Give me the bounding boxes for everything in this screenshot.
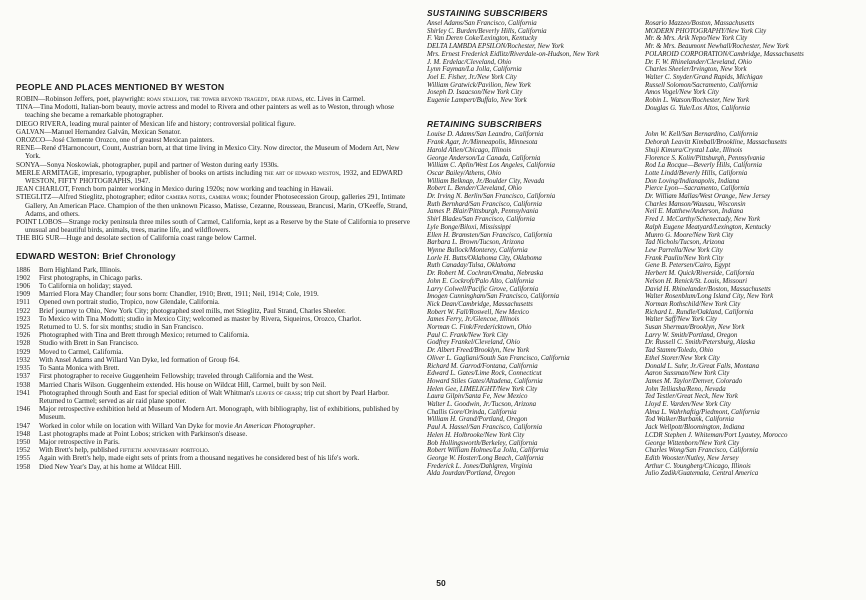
subscriber-entry: Mr. & Mrs. Arik Nepo/New York City <box>645 35 748 43</box>
people-entry <box>16 103 416 119</box>
people-entry <box>16 185 416 193</box>
subscriber-entry: George Wittenborn/New York City <box>645 439 740 447</box>
subscriber-entry: Howard Stiles Gates/Altadena, California <box>427 377 543 385</box>
subscriber-entry: POLAROID CORPORATION/Cambridge, Massachusetts <box>645 50 804 58</box>
subscriber-entry: Florence S. Kolin/Pittsburgh, Pennsylvania <box>645 154 765 162</box>
chronology-row <box>16 422 416 430</box>
subscriber-entry: Frank Agar, Jr./Minneapolis, Minnesota <box>427 139 538 147</box>
chronology-event <box>39 438 416 446</box>
chronology-event-text: With Ansel Adams and Willard Van Dyke, led formation of Group f64. <box>39 355 240 364</box>
people-entry-tail: ; founder Photosecession Group, galleries 291, Intimate Gallery, An American Place. Champion of the then unknown Picasso, Matisse, Cezanne, Rousseau, Brancusi, Marin, O'Keeffe, Strand, Adams, and others. <box>25 193 408 218</box>
subscriber-entry: Walter Rosenblum/Long Island City, New York <box>645 293 774 301</box>
subscriber-entry: James Ferry, Jr./Glencoe, Illinois <box>427 316 520 324</box>
chronology-row <box>16 381 416 389</box>
people-entry-text: TINA—Tina Modotti, Italian-born beauty, movie actress and model to Rivera and other painters as well as to Weston, through whose teaching she became a remarkable photographer. <box>16 103 395 120</box>
subscriber-entry: Fred J. McCarthy/Schenectady, New York <box>645 216 761 224</box>
people-entry <box>16 169 416 185</box>
sustaining-column-1 <box>427 20 645 112</box>
chronology-row <box>16 282 416 290</box>
people-entry-text: ROBIN—Robinson Jeffers, poet, playwright: <box>16 95 147 103</box>
subscriber-entry: Don Loving/Indianapolis, Indiana <box>645 177 740 185</box>
subscriber-entry: Lotte Lindd/Beverly Hills, California <box>645 169 748 177</box>
chronology-year: 1929 <box>16 347 31 356</box>
subscriber-entry: Dr. Albert Freed/Brooklyn, New York <box>427 347 530 355</box>
chronology-row <box>16 446 416 454</box>
people-entry-text: OROZCO—José Clemente Orozco, one of greatest Mexican painters. <box>16 136 214 145</box>
chronology-event <box>39 364 416 372</box>
people-entry-text: JEAN CHARLOT, French born painter working in Mexico during 1920s; now working and teaching in Hawaii. <box>16 185 334 194</box>
chronology-row <box>16 315 416 323</box>
subscriber-entry: Nick Dean/Cambridge, Massachusetts <box>427 300 533 308</box>
subscriber-entry: Challis Gore/Orinda, California <box>427 408 517 416</box>
subscriber-entry: Dr. Irving N. Berlin/San Francisco, California <box>427 193 556 201</box>
chronology-year: 1909 <box>16 290 31 299</box>
subscriber-entry: Barbara L. Brown/Tucson, Arizona <box>427 239 525 247</box>
chronology-event-text: Photographed with Tina and Brett through Mexico; returned to California. <box>39 331 250 340</box>
subscriber-entry: Herbert M. Quick/Riverside, California <box>645 270 755 278</box>
chronology-event <box>39 356 416 364</box>
chronology-year: 1938 <box>16 380 31 389</box>
chronology-event <box>39 454 416 462</box>
chronology-row <box>16 405 416 421</box>
chronology-year: 1925 <box>16 323 31 332</box>
chronology-year: 1911 <box>16 298 30 307</box>
chronology-year: 1902 <box>16 273 31 282</box>
people-list <box>16 95 416 243</box>
chronology-event <box>39 315 416 323</box>
chronology-event <box>39 290 416 298</box>
subscriber-entry: Oscar Bailey/Athens, Ohio <box>427 169 502 177</box>
people-entry <box>16 144 416 160</box>
subscriber-entry: Shirl Blades/San Francisco, California <box>427 216 535 224</box>
subscriber-entry: MODERN PHOTOGRAPHY/New York City <box>645 27 767 35</box>
subscriber-entry: Ted Testler/Great Neck, New York <box>645 393 738 401</box>
subscriber-entry: Pierce Lyon—Sacramento, California <box>645 185 750 193</box>
subscriber-entry: Amos Vogel/New York City <box>645 89 719 97</box>
subscriber-entry: DELTA LAMBDA EPSILON/Rochester, New York <box>427 43 564 51</box>
sustaining-subscribers-section <box>427 8 859 112</box>
chronology-row <box>16 356 416 364</box>
subscriber-entry: Oliver L. Gagliani/South San Francisco, California <box>427 354 570 362</box>
subscriber-entry: William Belknap, Jr./Boulder City, Nevada <box>427 177 545 185</box>
chronology-year: 1950 <box>16 437 31 446</box>
chronology-event-text: Married Charis Wilson. Guggenheim extended. His house on Wildcat Hill, Carmel, built by son Neil. <box>39 380 327 389</box>
chronology-year: 1955 <box>16 454 31 463</box>
subscriber-entry: Eugenie Lampert/Buffalo, New York <box>427 97 527 105</box>
chronology-event-text: Died New Year's Day, at his home at Wildcat Hill. <box>39 462 182 471</box>
subscriber-entry: Gene B. Petersen/Cairo, Egypt <box>645 262 731 270</box>
chronology-event <box>39 323 416 331</box>
chronology-event <box>39 339 416 347</box>
subscriber-entry: Arthur C. Youngberg/Chicago, Illinois <box>645 462 751 470</box>
chronology-event-film-title: An American Photographer <box>234 421 314 430</box>
subscriber-entry: Norman C. Fink/Fredericktown, Ohio <box>427 324 532 332</box>
subscriber-entry: Walter Saff/New York City <box>645 316 718 324</box>
people-entry-title: camera notes, camera work <box>165 193 248 202</box>
subscriber-entry: Ralph Eugene Meatyard/Lexington, Kentucky <box>645 223 771 231</box>
people-entry <box>16 193 416 218</box>
chronology-event-title: fiftieth anniversary portfolio <box>119 446 208 455</box>
subscriber-entry: James M. Taylor/Denver, Colorado <box>645 377 743 385</box>
people-entry <box>16 218 416 234</box>
people-heading: PEOPLE AND PLACES MENTIONED BY WESTON <box>16 82 225 92</box>
subscriber-entry: Imogen Cunningham/San Francisco, California <box>427 293 560 301</box>
subscriber-entry: James P. Blair/Pittsburgh, Pennsylvania <box>427 208 539 216</box>
chronology-year: 1958 <box>16 462 31 471</box>
chronology-row <box>16 339 416 347</box>
subscriber-entry: Munro G. Moore/New York City <box>645 231 734 239</box>
chronology-year: 1932 <box>16 355 31 364</box>
subscriber-entry: Russell Solomon/Sacramento, California <box>645 81 758 89</box>
people-entry-text: RENE—René d'Harnoncourt, Count, Austrian born, at that time living in Mexico City. Now director, the Museum of Modern Art, New York. <box>16 144 400 161</box>
subscriber-entry: Joel E. Fisher, Jr./New York City <box>427 73 517 81</box>
chronology-event-text: Returned to U. S. for six months; studio in San Francisco. <box>39 323 204 332</box>
chronology-event <box>39 422 416 430</box>
subscriber-entry: Ansel Adams/San Francisco, California <box>427 20 537 27</box>
subscriber-entry: Robert L. Bender/Cleveland, Ohio <box>427 185 522 193</box>
subscriber-entry: Ethel Storer/New York City <box>645 354 720 362</box>
chronology-event-text: Married Flora May Chandler; four sons born: Chandler, 1910; Brett, 1911; Neil, 1914; Cole, 1919. <box>39 290 319 299</box>
chronology-event-tail: . <box>313 421 315 430</box>
subscriber-entry: Tod Walker/Burbank, California <box>645 416 734 424</box>
subscriber-entry: Edith Wooster/Nutley, New Jersey <box>645 454 739 462</box>
people-entry-text: STIEGLITZ—Alfred Stieglitz, photographer; editor <box>16 193 166 202</box>
subscriber-entry: Dr. F. W. Rhinelander/Cleveland, Ohio <box>645 58 752 66</box>
people-entry-text: GALVAN—Manuel Hernandez Galván, Mexican Senator. <box>16 127 182 136</box>
subscriber-entry: Donald L. Suhr, Jr./Great Falls, Montana <box>645 362 760 370</box>
subscriber-entry: Aaron Sussman/New York City <box>645 370 730 378</box>
people-entry-text: POINT LOBOS—Strange rocky peninsula three miles south of Carmel, California, kept as a Reserve by the State of California to preserve unusual and beautiful birds, animals, trees, marine life, and wildflowers. <box>16 218 410 235</box>
chronology-event-text: First photographer to receive Guggenheim Fellowship; traveled through California and the West. <box>39 372 314 381</box>
chronology-row <box>16 364 416 372</box>
subscriber-entry: John Telliasha/Reno, Nevada <box>645 385 726 393</box>
subscriber-entry: Tad Stamm/Toledo, Ohio <box>645 347 714 355</box>
subscriber-entry: Neil E. Matthew/Anderson, Indiana <box>645 208 744 216</box>
chronology-event-text: To Santa Monica with Brett. <box>39 364 120 373</box>
chronology-event <box>39 430 416 438</box>
people-entry <box>16 95 416 103</box>
subscriber-entry: John W. Kell/San Bernardino, California <box>645 131 758 139</box>
chronology-event <box>39 389 416 405</box>
subscriber-entry: Lynn Fayman/La Jolla, California <box>427 66 522 74</box>
chronology-event <box>39 463 416 471</box>
subscriber-entry: Joseph D. Isaacson/New York City <box>427 89 523 97</box>
chronology-row <box>16 307 416 315</box>
subscriber-entry: George W. Hoster/Long Beach, California <box>427 454 544 462</box>
chronology-row <box>16 389 416 405</box>
subscriber-entry: Charles Sheeler/Irvington, New York <box>645 66 747 74</box>
chronology-event-text: With Brett's help, published <box>39 446 120 455</box>
chronology-event-text: First photographs, in Chicago parks. <box>39 273 143 282</box>
subscriber-entry: Dr. Robert M. Cochran/Omaha, Nebraska <box>427 270 544 278</box>
subscriber-entry: Shuji Kimura/Crystal Lake, Illinois <box>645 146 743 154</box>
chronology-event-text: Major retrospective exhibition held at Museum of Modern Art. Monograph, with bibliography, list of exhibitions, published by Museum. <box>39 405 400 422</box>
subscriber-entry: Rosario Mazzeo/Boston, Massachusetts <box>645 20 755 27</box>
subscriber-entry: George Anderson/La Canada, California <box>427 154 541 162</box>
subscriber-entry: Larry Colwell/Pacific Grove, California <box>427 285 539 293</box>
subscriber-entry: Bob Hollingsworth/Berkeley, California <box>427 439 538 447</box>
chronology-event <box>39 274 416 282</box>
subscriber-entry: Wynne Bullock/Monterey, California <box>427 246 528 254</box>
sustaining-heading: SUSTAINING SUBSCRIBERS <box>427 8 548 18</box>
chronology-event-text: To California on holiday; stayed. <box>39 282 133 291</box>
subscriber-entry: Shirley C. Burden/Beverly Hills, California <box>427 27 547 35</box>
chronology-event <box>39 446 416 454</box>
people-entry-text: MERLE ARMITAGE, impresario, typographer, publisher of books on artists including <box>16 168 264 177</box>
people-entry <box>16 161 416 169</box>
subscriber-entry: Larry W. Smith/Portland, Oregon <box>645 331 738 339</box>
chronology-event <box>39 381 416 389</box>
chronology-row <box>16 430 416 438</box>
subscriber-entry: Robert W. Fall/Roswell, New Mexico <box>427 308 529 316</box>
chronology-event-title: leaves of grass <box>255 388 301 397</box>
people-entry-tail: , etc. Lives in Carmel. <box>302 95 366 103</box>
subscriber-entry: Edward L. Gates/Lime Rock, Connecticut <box>427 370 542 378</box>
people-entry-text: SONYA—Sonya Noskowiak, photographer, pupil and partner of Weston during early 1930s. <box>16 160 279 169</box>
subscriber-entry: Louise D. Adams/San Leandro, California <box>427 131 544 139</box>
chronology-row <box>16 331 416 339</box>
subscriber-entry: Lew Parrella/New York City <box>645 246 723 254</box>
sustaining-column-2 <box>645 20 859 112</box>
chronology-year: 1928 <box>16 339 31 348</box>
chronology-event-tail: ; trip cut short by Pearl Harbor. Returned to Carmel; served as air raid plane spotter. <box>39 388 390 405</box>
subscriber-entry: Godfrey Frankel/Cleveland, Ohio <box>427 339 520 347</box>
subscriber-entry: Lorle H. Butts/Oklahoma City, Oklahoma <box>427 254 542 262</box>
chronology-year: 1926 <box>16 331 31 340</box>
chronology-row <box>16 266 416 274</box>
people-entry-title: roan stallion, the tower beyond tragedy, dear judas <box>146 95 303 103</box>
subscriber-entry: Charles Wong/San Francisco, California <box>645 447 759 455</box>
chronology-event <box>39 282 416 290</box>
chronology-event-text: Major retrospective in Paris. <box>39 437 120 446</box>
retaining-column-2 <box>645 131 859 478</box>
chronology-row <box>16 290 416 298</box>
subscriber-entry: Richard M. Garrod/Fontana, California <box>427 362 538 370</box>
subscriber-entry: Ellen H. Bramsten/San Francisco, California <box>427 231 553 239</box>
subscriber-entry: Deborah Leavitt Kimball/Brookline, Massachusetts <box>645 139 787 147</box>
subscriber-entry: Charles Manson/Wausau, Wisconsin <box>645 200 746 208</box>
chronology-event <box>39 405 416 421</box>
chronology-event-text: Photographed through South and East for special edition of Walt Whitman's <box>39 388 256 397</box>
people-entry <box>16 128 416 136</box>
chronology-year: 1937 <box>16 372 31 381</box>
people-entry <box>16 136 416 144</box>
subscriber-entry: Julio Zadik/Guatemala, Central America <box>645 470 759 478</box>
subscriber-entry: Paul A. Hassel/San Francisco, California <box>427 424 543 432</box>
subscriber-entry: Paul C. Frank/New York City <box>427 331 509 339</box>
subscriber-entry: Frank Paulin/New York City <box>645 254 724 262</box>
subscriber-entry: LCDR Stephen J. Whiteman/Port Lyautey, Morocco <box>645 431 788 439</box>
chronology-event-text: Moved to Carmel, California. <box>39 347 124 356</box>
chronology-year: 1935 <box>16 364 31 373</box>
chronology-event-tail: . <box>207 446 210 455</box>
people-entry-title: the art of edward weston <box>264 168 340 177</box>
subscriber-entry: Alda Jourdan/Portland, Oregon <box>427 470 516 478</box>
chronology-heading: EDWARD WESTON: Brief Chronology <box>16 250 176 261</box>
retaining-heading: RETAINING SUBSCRIBERS <box>427 119 543 130</box>
chronology-year: 1906 <box>16 282 31 291</box>
subscriber-entry: Harold Allen/Chicago, Illinois <box>427 146 512 154</box>
people-entry-text: DIEGO RIVERA, leading mural painter of Mexican life and history; controversial political figure. <box>16 119 296 128</box>
retaining-column-1 <box>427 131 645 478</box>
subscriber-entry: Richard L. Rundle/Oakland, California <box>645 308 754 316</box>
subscriber-entry: Frederick L. Jones/Dahlgren, Virginia <box>427 462 533 470</box>
subscriber-entry: Alma L. Wahrhaftig/Piedmont, California <box>645 408 760 416</box>
people-entry <box>16 234 416 242</box>
chronology-event <box>39 266 416 274</box>
chronology-event <box>39 348 416 356</box>
subscriber-entry: Douglas G. Yule/Los Altos, California <box>645 104 750 112</box>
subscriber-entry: John E. Cockroft/Palo Alto, California <box>427 277 534 285</box>
chronology-event <box>39 372 416 380</box>
chronology-year: 1922 <box>16 306 31 315</box>
chronology-section <box>16 251 416 471</box>
chronology-row <box>16 298 416 306</box>
chronology-row <box>16 372 416 380</box>
subscriber-entry: Laura Gilpin/Santa Fe, New Mexico <box>427 393 528 401</box>
subscriber-entry: Walter L. Goodwin, Jr./Tucson, Arizona <box>427 401 537 409</box>
subscriber-entry: William C. Aplin/West Los Angeles, California <box>427 162 555 170</box>
subscriber-entry: Susan Sherman/Brooklyn, New York <box>645 324 745 332</box>
subscriber-entry: Mr. & Mrs. Beaumont Newhall/Rochester, New York <box>645 43 789 51</box>
chronology-event-text: Worked in color while on location with Willard Van Dyke for movie <box>39 421 235 430</box>
chronology-event-text: Again with Brett's help, made eight sets of prints from a thousand negatives he considered best of his life's work. <box>39 454 360 463</box>
subscriber-entry: Dr. Russell C. Smith/Petersburg, Alaska <box>645 339 756 347</box>
subscriber-entry: Jack Wellpott/Bloomington, Indiana <box>645 424 745 432</box>
right-column <box>427 8 859 478</box>
subscriber-entry: F. Van Deren Coke/Lexington, Kentucky <box>427 35 538 43</box>
subscriber-entry: William Gratwick/Pavilion, New York <box>427 81 531 89</box>
chronology-event-text: To Mexico with Tina Modotti; studio in Mexico City; welcomed as master by Rivera, Siqueiros, Orozco, Charlot. <box>39 314 362 323</box>
chronology-event-text: Brief journey to Ohio, New York City; photographed steel mills, met Stieglitz, Paul Strand, Charles Sheeler. <box>39 306 346 315</box>
subscriber-entry: Mrs. Ernest Frederick Eidlitz/Riverdale-on-Hudson, New York <box>427 50 600 58</box>
subscriber-entry: Lyle Bonge/Biloxi, Mississippi <box>427 223 511 231</box>
people-entry <box>16 120 416 128</box>
chronology-event-text: Last photographs made at Point Lobos; stricken with Parkinson's disease. <box>39 429 248 438</box>
subscriber-entry: Helen H. Holbrooke/New York City <box>427 431 525 439</box>
chronology-year: 1946 <box>16 405 31 414</box>
subscriber-entry: Dr. William Mallas/West Orange, New Jersey <box>645 193 771 201</box>
chronology-event <box>39 307 416 315</box>
subscriber-entry: Robin L. Watson/Rochester, New York <box>645 97 750 105</box>
chronology-row <box>16 323 416 331</box>
chronology-row <box>16 463 416 471</box>
chronology-list <box>16 266 416 471</box>
people-and-places-section <box>16 82 416 243</box>
chronology-event-text: Born Highland Park, Illinois. <box>39 265 122 274</box>
chronology-year: 1948 <box>16 429 31 438</box>
chronology-event <box>39 298 416 306</box>
chronology-year: 1947 <box>16 421 31 430</box>
subscriber-entry: William H. Grand/Portland, Oregon <box>427 416 528 424</box>
retaining-subscribers-section <box>427 119 859 478</box>
chronology-row <box>16 348 416 356</box>
chronology-year: 1952 <box>16 446 31 455</box>
chronology-event-text: Studio with Brett in San Francisco. <box>39 339 139 348</box>
chronology-event-text: Opened own portrait studio, Tropico, now Glendale, California. <box>39 298 220 307</box>
page-number: 50 <box>436 578 446 588</box>
chronology-row <box>16 454 416 462</box>
subscriber-entry: Nelson H. Renick/St. Louis, Missouri <box>645 277 748 285</box>
subscriber-entry: Robert William Holmes/La Jolla, California <box>427 447 549 455</box>
chronology-row <box>16 274 416 282</box>
subscriber-entry: Rod La Rocque—Beverly Hills, California <box>645 162 762 170</box>
subscriber-entry: David H. Rhinelander/Boston, Massachusetts <box>645 285 771 293</box>
subscriber-entry: Helen Gee, LIMELIGHT/New York City <box>427 385 538 393</box>
chronology-row <box>16 438 416 446</box>
people-entry-tail: , 1932, and EDWARD WESTON, FIFTY PHOTOGRAPHS, 1947. <box>25 168 403 186</box>
chronology-event <box>39 331 416 339</box>
subscriber-entry: Ruth Canaday/Tulsa, Oklahoma <box>427 262 516 270</box>
chronology-year: 1941 <box>16 388 31 397</box>
chronology-year: 1923 <box>16 314 31 323</box>
people-entry-text: THE BIG SUR—Huge and desolate section of California coast range below Carmel. <box>16 234 257 243</box>
subscriber-entry: Tad Nichols/Tucson, Arizona <box>645 239 725 247</box>
chronology-year: 1886 <box>16 265 31 274</box>
subscriber-entry: Norman Rothschild/New York City <box>645 300 741 308</box>
left-column <box>16 82 416 471</box>
subscriber-entry: Walter C. Snyder/Grand Rapids, Michigan <box>645 73 763 81</box>
subscriber-entry: Ruth Bernhard/San Francisco, California <box>427 200 542 208</box>
subscriber-entry: Lloyd E. Varden/New York City <box>645 401 731 409</box>
subscriber-entry: J. M. Erdelac/Cleveland, Ohio <box>427 58 512 66</box>
